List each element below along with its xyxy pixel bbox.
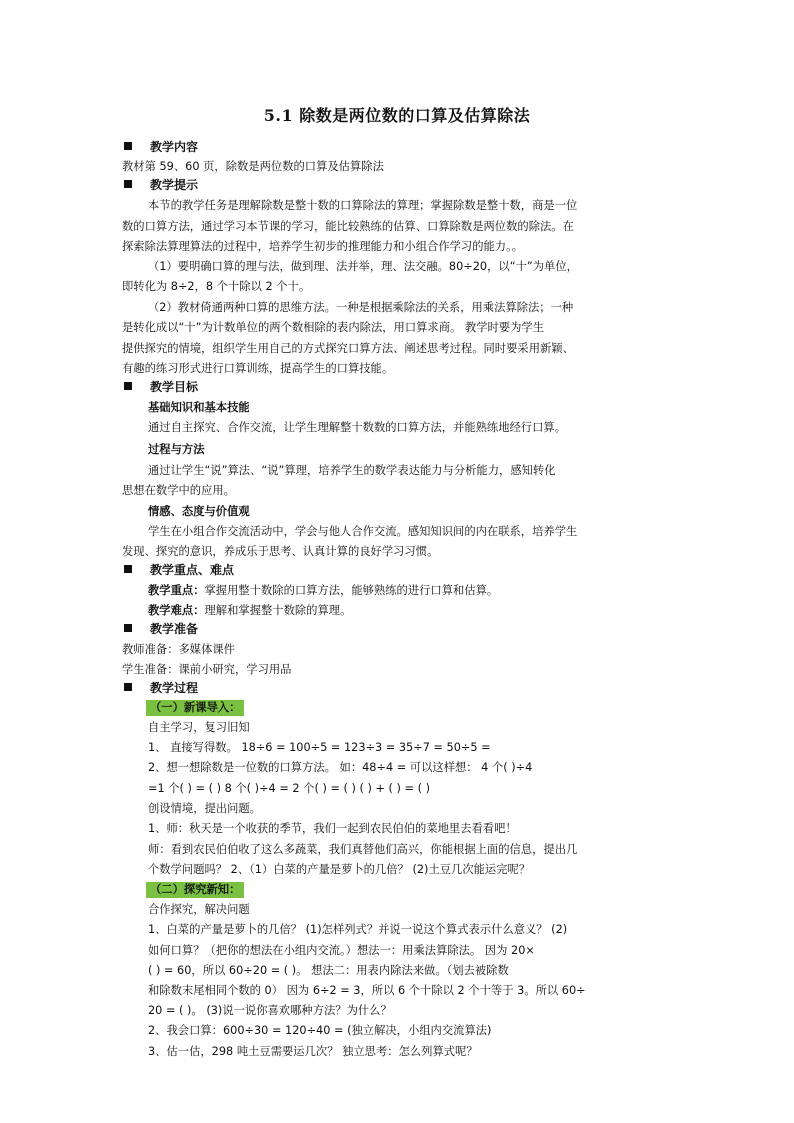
section-heading-content: 教学内容: [124, 140, 198, 155]
process-line: ( ) = 60，所以 60÷20 = ( )。 想法二：用表内除法来做。（划去被除数: [148, 964, 509, 977]
paragraph-line: 是转化成以“十”为计数单位的两个数相除的表内除法，用口算求商。 教学时要为学生: [122, 321, 544, 334]
process-line: 个数学问题吗？ 2、（1）白菜的产量是萝卜的几倍？ (2)土豆几次能运完呢？: [148, 863, 531, 876]
square-bullet-icon: [124, 180, 132, 188]
paragraph-line: 发现、探究的意识，养成乐于思考、认真计算的良好学习习惯。: [122, 545, 439, 558]
process-line: 创设情境，提出问题。: [148, 802, 261, 815]
subheading: 过程与方法: [148, 443, 205, 456]
process-line: 1、师：秋天是一个收获的季节，我们一起到农民伯伯的菜地里去看看吧！: [148, 822, 517, 835]
section-heading-hints: 教学提示: [124, 178, 198, 193]
process-line: 1、白菜的产量是萝卜的几倍？ (1)怎样列式？并说一说这个算式表示什么意义？ (2): [148, 923, 568, 936]
subheading: 情感、态度与价值观: [148, 505, 250, 518]
subheading: 基础知识和基本技能: [148, 401, 250, 414]
square-bullet-icon: [124, 683, 132, 691]
paragraph-line: 通过自主探究、合作交流，让学生理解整十数数的口算方法，并能熟练地经行口算。: [148, 421, 566, 434]
preparation-line: 学生准备：课前小研究，学习用品: [122, 663, 292, 676]
paragraph-line: 探索除法算理算法的过程中，培养学生初步的推理能力和小组合作学习的能力。。: [122, 240, 524, 253]
preparation-line: 教师准备：多媒体课件: [122, 643, 235, 656]
process-line: 2、我会口算：600÷30 = 120÷40 = (独立解决，小组内交流算法): [148, 1024, 492, 1037]
process-line: 1、 直接写得数。 18÷6 = 100÷5 = 123÷3 = 35÷7 = 50÷5 =: [148, 741, 491, 754]
process-line: 20 = ( )。 (3)说一说你喜欢哪种方法？为什么？: [148, 1004, 392, 1017]
paragraph-line: 提供探究的情境，组织学生用自己的方式探究口算方法、阐述思考过程。同时要采用新颖、: [122, 342, 574, 355]
paragraph-line: 有趣的练习形式进行口算训练，提高学生的口算技能。: [122, 362, 394, 375]
stage-tag-explore: （二）探究新知：: [146, 882, 244, 898]
section-heading-process: 教学过程: [124, 681, 198, 696]
key-point-line: 教学重点：掌握用整十数除的口算方法，能够熟练的进行口算和估算。: [148, 584, 499, 597]
paragraph-line: （2）教材倚通两种口算的思维方法。一种是根据乘除法的关系，用乘法算除法；一种: [148, 301, 574, 314]
square-bullet-icon: [124, 624, 132, 632]
paragraph-line: 学生在小组合作交流活动中，学会与他人合作交流。感知知识间的内在联系，培养学生: [148, 525, 578, 538]
page-title: 5.1 除数是两位数的口算及估算除法: [263, 106, 531, 125]
section-heading-preparation: 教学准备: [124, 622, 198, 637]
stage-tag-intro: （一）新课导入：: [146, 700, 244, 716]
paragraph-line: （1）要明确口算的理与法，做到理、法并举，理、法交融。80÷20，以“十”为单位，: [148, 260, 578, 273]
section-heading-key-points: 教学重点、难点: [124, 563, 234, 578]
paragraph-line: 本节的教学任务是理解除数是整十数的口算除法的算理；掌握除数是整十数，商是一位: [148, 199, 578, 212]
paragraph-line: 思想在数学中的应用。: [122, 484, 235, 497]
paragraph-line: 通过让学生“说”算法、“说”算理，培养学生的数学表达能力与分析能力，感知转化: [148, 464, 556, 477]
square-bullet-icon: [124, 382, 132, 390]
process-line: 合作探究，解决问题: [148, 903, 250, 916]
content-line: 教材第 59、60 页，除数是两位数的口算及估算除法: [122, 160, 384, 173]
square-bullet-icon: [124, 142, 132, 150]
process-line: 自主学习，复习旧知: [148, 721, 250, 734]
paragraph-line: 即转化为 8÷2，8 个十除以 2 个十。: [122, 280, 311, 293]
difficulty-line: 教学难点：理解和掌握整十数除的算理。: [148, 604, 352, 617]
process-line: 3、估一估，298 吨土豆需要运几次？ 独立思考：怎么列算式呢？: [148, 1045, 478, 1058]
process-line: 2、想一想除数是一位数的口算方法。 如：48÷4 = 可以这样想： 4 个( )÷4: [148, 761, 533, 774]
process-line: 如何口算？（把你的想法在小组内交流。）想法一：用乘法算除法。 因为 20×: [148, 944, 535, 957]
process-line: 师：看到农民伯伯收了这么多蔬菜，我们真替他们高兴，你能根据上面的信息，提出几: [148, 843, 578, 856]
section-heading-objectives: 教学目标: [124, 380, 198, 395]
process-line: =1 个( ) = ( ) 8 个( )÷4 = 2 个( ) = ( ) ( ) + ( ) = ( ): [148, 782, 431, 795]
process-line: 和除数末尾相同个数的 0） 因为 6÷2 = 3，所以 6 个十除以 2 个十等于 3。所以 60÷: [148, 984, 586, 997]
paragraph-line: 数的口算方法，通过学习本节课的学习，能比较熟练的估算、口算除数是两位数的除法。在: [122, 220, 574, 233]
square-bullet-icon: [124, 565, 132, 573]
